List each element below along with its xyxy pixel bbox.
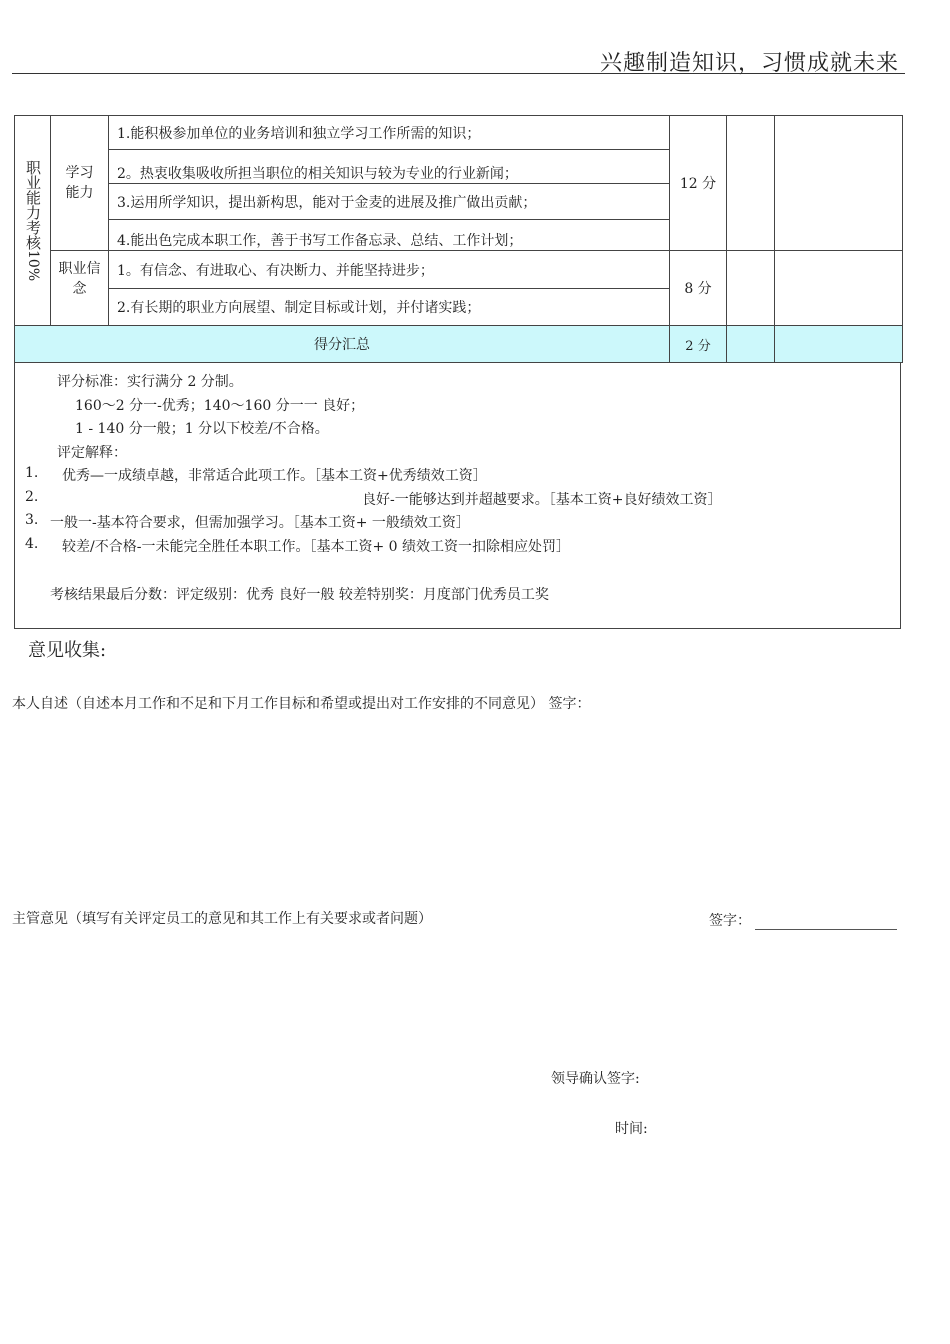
- group-score-belief: 8 分: [670, 251, 727, 326]
- rating-text: 较差/不合格-一未能完全胜任本职工作。［基本工资+ 0 绩效工资一扣除相应处罚］: [62, 539, 570, 555]
- self-score-cell[interactable]: [727, 251, 775, 326]
- criteria-item: 1.能积极参加单位的业务培训和独立学习工作所需的知识；: [109, 116, 670, 150]
- rating-text: 优秀—一成绩卓越，非常适合此项工作。［基本工资+优秀绩效工资］: [62, 468, 487, 484]
- manager-opinion-label: 主管意见（填写有关评定员工的意见和其工作上有关要求或者问题）: [12, 911, 432, 927]
- summary-review-score[interactable]: [775, 326, 903, 363]
- criteria-item: 2。热衷收集吸收所担当职位的相关知识与较为专业的行业新闻；: [109, 150, 670, 184]
- group-name-learning: 学习能力: [51, 116, 109, 251]
- group-score-learning: 12 分: [670, 116, 727, 251]
- category-label: 职业能力考核10%: [24, 159, 42, 282]
- rating-number: 3.: [25, 512, 39, 528]
- leader-signature-label: 领导确认签字:: [551, 1071, 640, 1087]
- rating-text: 良好-一能够达到并超越要求。［基本工资+良好绩效工资］: [362, 492, 722, 508]
- summary-label: 得分汇总: [15, 326, 670, 363]
- standard-line: 160〜2 分一-优秀；140〜160 分一一 良好；: [75, 398, 365, 414]
- group-name-belief: 职业信念: [51, 251, 109, 326]
- summary-score: 2 分: [670, 326, 727, 363]
- time-label: 时间:: [615, 1121, 648, 1137]
- rating-number: 2.: [25, 489, 39, 505]
- criteria-item: 4.能出色完成本职工作，善于书写工作备忘录、总结、工作计划；: [109, 220, 670, 251]
- rating-number: 4.: [25, 536, 39, 552]
- review-score-cell[interactable]: [775, 251, 903, 326]
- review-score-cell[interactable]: [775, 116, 903, 251]
- standard-line: 评分标准：实行满分 2 分制。: [57, 374, 243, 390]
- assessment-table: [14, 115, 903, 363]
- manager-signature: 签字：: [709, 910, 897, 930]
- standard-line: 1 - 140 分一般；1 分以下校差/不合格。: [75, 421, 329, 437]
- final-result-line: 考核结果最后分数：评定级别：优秀 良好一般 较差特别奖：月度部门优秀员工奖: [50, 587, 549, 603]
- criteria-item: 1。有信念、有进取心、有决断力、并能坚持进步；: [109, 251, 670, 289]
- self-score-cell[interactable]: [727, 116, 775, 251]
- criteria-item: 3.运用所学知识，提出新构思，能对于金麦的进展及推广做出贡献；: [109, 184, 670, 220]
- summary-self-score[interactable]: [727, 326, 775, 363]
- rating-text: 一般一-基本符合要求，但需加强学习。［基本工资+ 一般绩效工资］: [50, 515, 470, 531]
- standard-line: 评定解释：: [57, 445, 127, 461]
- criteria-item: 2.有长期的职业方向展望、制定目标或计划，并付诸实践；: [109, 289, 670, 326]
- signature-line[interactable]: [755, 915, 897, 930]
- category-cell: [15, 116, 51, 326]
- header-divider: [12, 73, 905, 74]
- page-slogan: 兴趣制造知识，习惯成就未来: [600, 51, 900, 76]
- feedback-title: 意见收集:: [28, 640, 107, 661]
- self-statement-label: 本人自述（自述本月工作和不足和下月工作目标和希望或提出对工作安排的不同意见） 签字：: [12, 696, 591, 712]
- rating-number: 1.: [25, 465, 39, 481]
